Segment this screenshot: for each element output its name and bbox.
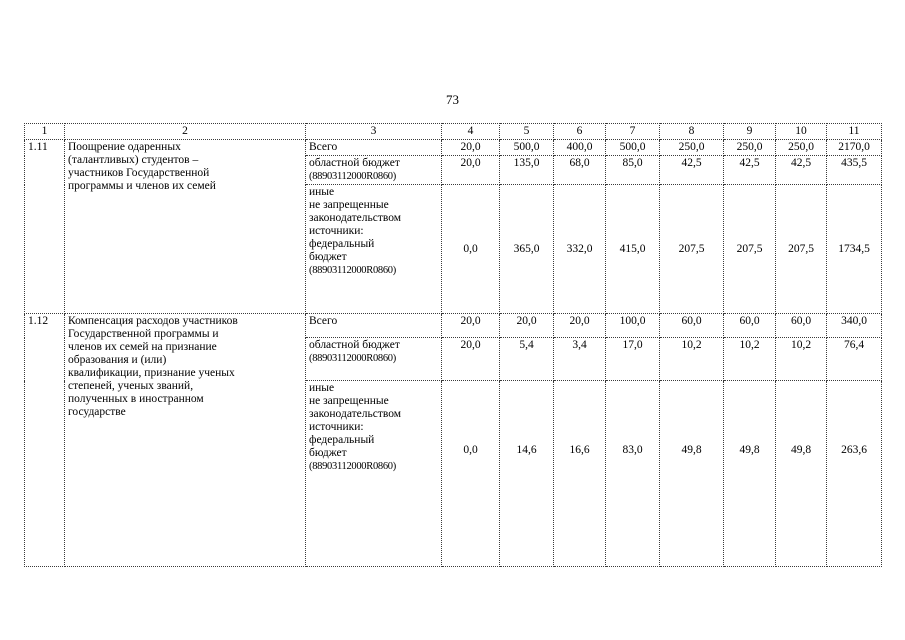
item-description <box>65 140 306 314</box>
column-header: 1 <box>25 124 65 140</box>
column-header: 6 <box>554 124 606 140</box>
value-cell: 500,0 <box>606 140 660 156</box>
column-header: 8 <box>660 124 724 140</box>
funding-source <box>306 156 442 185</box>
value-cell: 1734,5 <box>827 185 882 314</box>
description-line: программы и членов их семей <box>68 180 216 192</box>
value-cell: 20,0 <box>442 156 500 185</box>
funding-source <box>306 338 442 381</box>
source-line: федеральный <box>309 434 375 446</box>
value-cell: 207,5 <box>660 185 724 314</box>
value-cell: 340,0 <box>827 314 882 338</box>
value-cell: 250,0 <box>724 140 776 156</box>
program-funding-table <box>24 123 882 567</box>
value-cell: 49,8 <box>724 381 776 567</box>
value-cell: 135,0 <box>500 156 554 185</box>
description-line: Компенсация расходов участников <box>68 315 238 327</box>
value-cell: 60,0 <box>776 314 827 338</box>
table-row-total <box>25 140 882 156</box>
description-line: полученных в иностранном <box>68 393 204 405</box>
value-cell: 332,0 <box>554 185 606 314</box>
value-cell: 20,0 <box>554 314 606 338</box>
value-cell: 2170,0 <box>827 140 882 156</box>
value-cell: 42,5 <box>660 156 724 185</box>
value-cell: 20,0 <box>442 314 500 338</box>
value-cell: 500,0 <box>500 140 554 156</box>
column-header: 2 <box>65 124 306 140</box>
column-header: 11 <box>827 124 882 140</box>
column-header: 10 <box>776 124 827 140</box>
funding-source <box>306 314 442 338</box>
source-line: федеральный <box>309 238 375 250</box>
value-cell: 85,0 <box>606 156 660 185</box>
value-cell: 49,8 <box>660 381 724 567</box>
value-cell: 16,6 <box>554 381 606 567</box>
value-cell: 5,4 <box>500 338 554 381</box>
value-cell: 83,0 <box>606 381 660 567</box>
item-index: 1.12 <box>25 314 65 567</box>
source-line: Всего <box>309 315 338 327</box>
source-line: областной бюджет <box>309 157 400 169</box>
value-cell: 42,5 <box>724 156 776 185</box>
value-cell: 207,5 <box>724 185 776 314</box>
source-line: законодательством <box>309 212 402 224</box>
column-header: 4 <box>442 124 500 140</box>
value-cell: 0,0 <box>442 381 500 567</box>
value-cell: 3,4 <box>554 338 606 381</box>
table-row-total <box>25 314 882 338</box>
funding-source <box>306 185 442 314</box>
value-cell: 20,0 <box>442 338 500 381</box>
value-cell: 415,0 <box>606 185 660 314</box>
source-line: иные <box>309 186 335 198</box>
header-row <box>25 124 882 140</box>
description-line: членов их семей на признание <box>68 341 217 353</box>
item-description <box>65 314 306 567</box>
value-cell: 0,0 <box>442 185 500 314</box>
column-header: 9 <box>724 124 776 140</box>
description-line: (талантливых) студентов – <box>68 154 199 166</box>
funding-source <box>306 140 442 156</box>
value-cell: 207,5 <box>776 185 827 314</box>
column-header: 5 <box>500 124 554 140</box>
value-cell: 20,0 <box>500 314 554 338</box>
value-cell: 60,0 <box>660 314 724 338</box>
column-header: 3 <box>306 124 442 140</box>
column-header: 7 <box>606 124 660 140</box>
source-line: бюджет <box>309 251 347 263</box>
source-line: законодательством <box>309 408 402 420</box>
source-line: не запрещенные <box>309 199 389 211</box>
description-line: Государственной программы и <box>68 328 219 340</box>
value-cell: 60,0 <box>724 314 776 338</box>
value-cell: 76,4 <box>827 338 882 381</box>
description-line: квалификации, признание ученых <box>68 367 235 379</box>
source-line: источники: <box>309 421 364 433</box>
value-cell: 10,2 <box>776 338 827 381</box>
value-cell: 68,0 <box>554 156 606 185</box>
value-cell: 365,0 <box>500 185 554 314</box>
description-line: образования и (или) <box>68 354 167 366</box>
source-line: (88903112000R0860) <box>309 265 396 276</box>
source-line: Всего <box>309 141 338 153</box>
value-cell: 10,2 <box>660 338 724 381</box>
description-line: Поощрение одаренных <box>68 141 181 153</box>
value-cell: 400,0 <box>554 140 606 156</box>
description-line: участников Государственной <box>68 167 210 179</box>
source-line: бюджет <box>309 447 347 459</box>
value-cell: 435,5 <box>827 156 882 185</box>
source-line: иные <box>309 382 335 394</box>
source-line: (88903112000R0860) <box>309 171 396 182</box>
source-line: источники: <box>309 225 364 237</box>
value-cell: 263,6 <box>827 381 882 567</box>
value-cell: 10,2 <box>724 338 776 381</box>
value-cell: 17,0 <box>606 338 660 381</box>
value-cell: 42,5 <box>776 156 827 185</box>
source-line: (88903112000R0860) <box>309 461 396 472</box>
funding-source <box>306 381 442 567</box>
description-line: государстве <box>68 406 126 418</box>
source-line: не запрещенные <box>309 395 389 407</box>
source-line: областной бюджет <box>309 339 400 351</box>
value-cell: 100,0 <box>606 314 660 338</box>
value-cell: 14,6 <box>500 381 554 567</box>
value-cell: 20,0 <box>442 140 500 156</box>
value-cell: 49,8 <box>776 381 827 567</box>
item-index: 1.11 <box>25 140 65 314</box>
description-line: степеней, ученых званий, <box>68 380 194 392</box>
source-line: (88903112000R0860) <box>309 353 396 364</box>
value-cell: 250,0 <box>660 140 724 156</box>
value-cell: 250,0 <box>776 140 827 156</box>
page-number: 73 <box>446 92 459 107</box>
